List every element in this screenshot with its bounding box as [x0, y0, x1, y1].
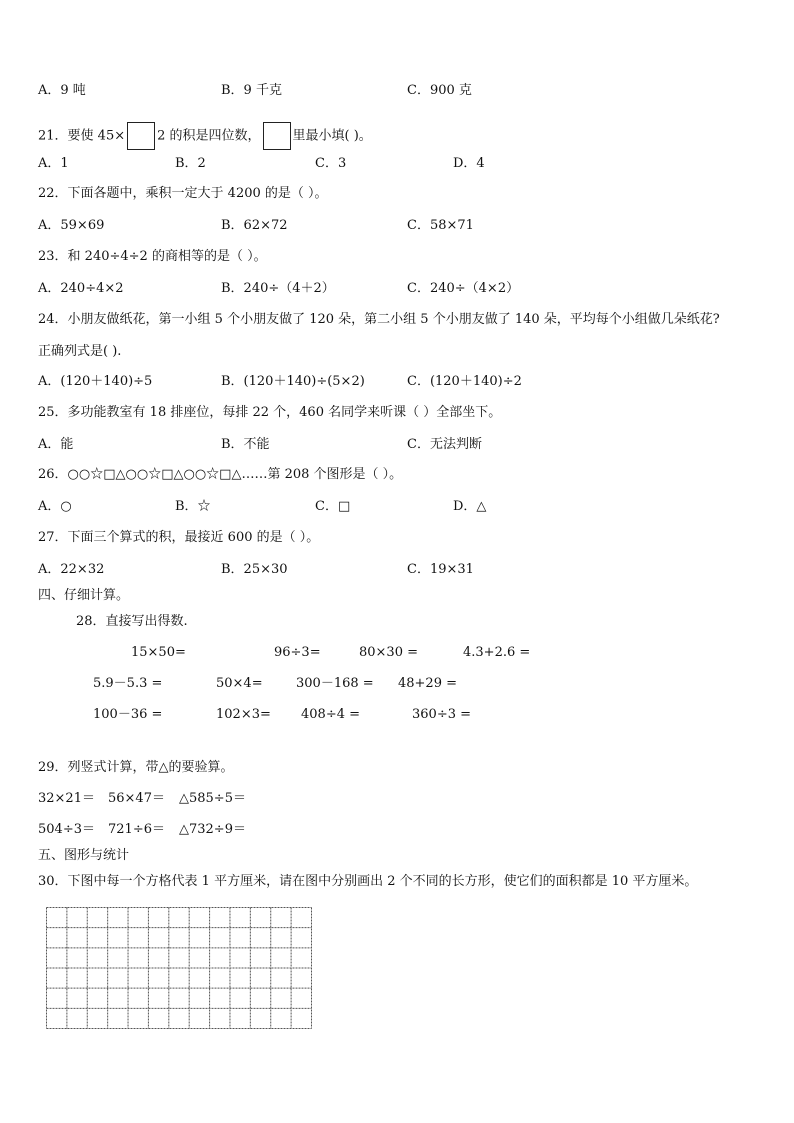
- q22-option-c[interactable]: C．58×71: [407, 218, 474, 233]
- q20-option-a[interactable]: A．9 吨: [38, 83, 86, 98]
- q22-option-a[interactable]: A．59×69: [38, 218, 105, 233]
- q27-question: 27．下面三个算式的积，最接近 600 的是（ ）。: [38, 530, 320, 545]
- q28-expression: 100－36 =: [93, 707, 163, 722]
- q25-option-b[interactable]: B．不能: [221, 437, 270, 452]
- q21-option-d[interactable]: D．4: [453, 156, 485, 171]
- q24-option-a[interactable]: A．(120＋140)÷5: [38, 374, 153, 389]
- q25-question: 25．多功能教室有 18 排座位，每排 22 个，460 名同学来听课（ ）全部坐下。: [38, 405, 502, 420]
- q22-question: 22．下面各题中，乘积一定大于 4200 的是（ ）。: [38, 186, 328, 201]
- q28-expression: 408÷4 =: [301, 707, 361, 722]
- q26-option-a[interactable]: A．○: [38, 499, 72, 514]
- q25-option-c[interactable]: C．无法判断: [407, 437, 482, 452]
- section-4-heading: 四、仔细计算。: [38, 588, 130, 603]
- q20-option-b[interactable]: B．9 千克: [221, 83, 282, 98]
- q24-option-b[interactable]: B．(120＋140)÷(5×2): [221, 374, 365, 389]
- q27-option-b[interactable]: B．25×30: [221, 562, 288, 577]
- q27-option-a[interactable]: A．22×32: [38, 562, 105, 577]
- q26-option-c[interactable]: C．□: [315, 499, 351, 514]
- q21-prefix: 21．要使 45×: [38, 128, 126, 144]
- q23-option-c[interactable]: C．240÷（4×2）: [407, 281, 520, 296]
- q28-expression: 48+29 =: [398, 676, 458, 691]
- q28-expression: 50×4=: [216, 676, 263, 691]
- q23-question: 23．和 240÷4÷2 的商相等的是（ ）。: [38, 249, 267, 264]
- q24-question-line2: 正确列式是( ).: [38, 344, 122, 359]
- q29-expression: 56×47＝: [108, 791, 165, 806]
- q21-option-b[interactable]: B．2: [175, 156, 206, 171]
- q24-option-c[interactable]: C．(120＋140)÷2: [407, 374, 522, 389]
- q28-expression: 300－168 =: [296, 676, 374, 691]
- q28-title: 28．直接写出得数.: [76, 614, 188, 629]
- q30-question: 30．下图中每一个方格代表 1 平方厘米，请在图中分别画出 2 个不同的长方形，使它们的面积都是 10 平方厘米。: [38, 874, 698, 889]
- q23-option-a[interactable]: A．240÷4×2: [38, 281, 124, 296]
- q21-suffix: 里最小填( )。: [292, 128, 372, 144]
- q28-expression: 15×50=: [131, 645, 186, 660]
- q26-question: 26．○○☆□△○○☆□△○○☆□△……第 208 个图形是（ ）。: [38, 467, 403, 482]
- q22-option-b[interactable]: B．62×72: [221, 218, 288, 233]
- q20-option-c[interactable]: C．900 克: [407, 83, 472, 98]
- q21-mid: 2 的积是四位数，: [157, 128, 261, 144]
- square-grid[interactable]: [46, 907, 312, 1029]
- answer-box: [263, 122, 291, 150]
- q28-expression: 80×30 =: [359, 645, 419, 660]
- q29-expression: 32×21＝: [38, 791, 95, 806]
- q21-option-a[interactable]: A．1: [38, 156, 69, 171]
- q26-option-d[interactable]: D．△: [453, 499, 487, 514]
- q24-question: 24．小朋友做纸花，第一小组 5 个小朋友做了 120 朵，第二小组 5 个小朋友做了 140 朵，平均每个小组做几朵纸花?: [38, 312, 720, 327]
- q29-expression: 504÷3＝: [38, 822, 95, 837]
- q28-expression: 102×3=: [216, 707, 271, 722]
- q21-question: [38, 122, 372, 150]
- q23-option-b[interactable]: B．240÷（4＋2）: [221, 281, 335, 296]
- q29-expression: 721÷6＝: [108, 822, 165, 837]
- q28-expression: 4.3+2.6 =: [463, 645, 531, 660]
- q29-expression: △732÷9＝: [179, 822, 246, 837]
- q29-title: 29．列竖式计算，带△的要验算。: [38, 760, 234, 775]
- q21-option-c[interactable]: C．3: [315, 156, 347, 171]
- section-5-heading: 五、图形与统计: [38, 848, 130, 863]
- q28-expression: 5.9－5.3 =: [93, 676, 163, 691]
- answer-box: [127, 122, 155, 150]
- q26-option-b[interactable]: B．☆: [175, 499, 211, 514]
- q25-option-a[interactable]: A．能: [38, 437, 74, 452]
- q28-expression: 360÷3 =: [412, 707, 472, 722]
- q29-expression: △585÷5＝: [179, 791, 246, 806]
- q27-option-c[interactable]: C．19×31: [407, 562, 474, 577]
- q28-expression: 96÷3=: [274, 645, 321, 660]
